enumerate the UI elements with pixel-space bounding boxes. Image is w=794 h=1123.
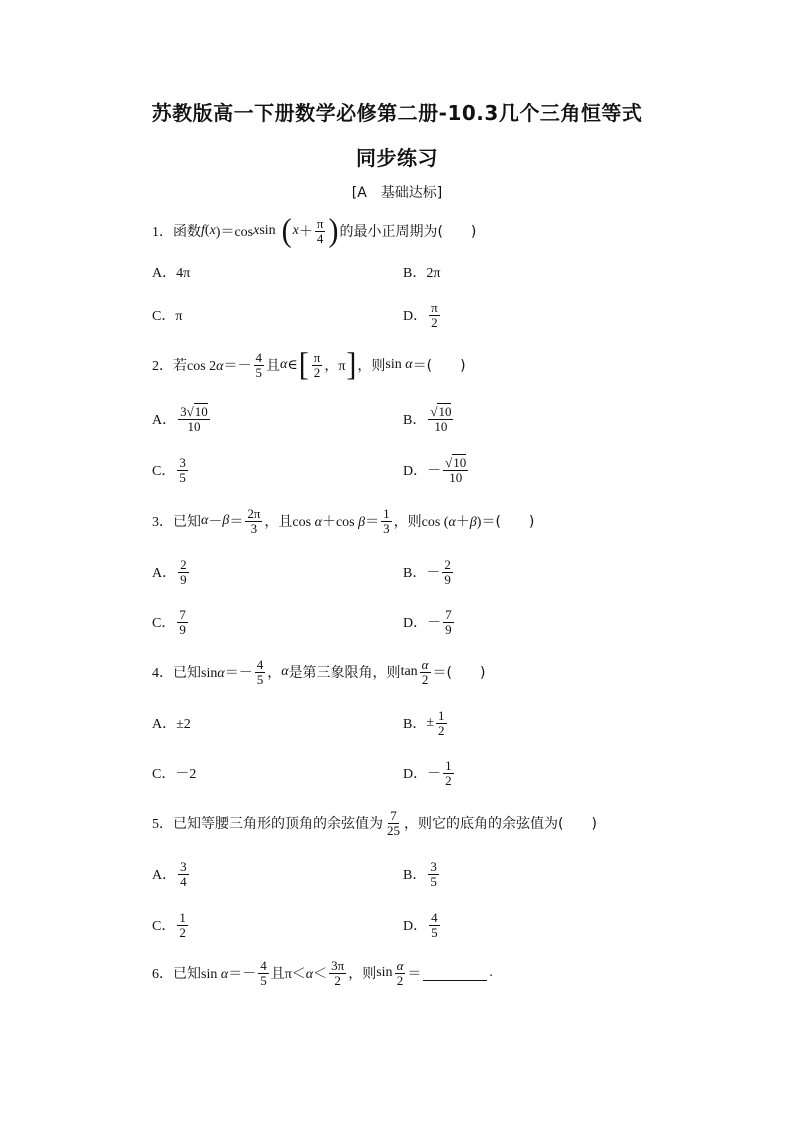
q5-option-c[interactable]: C． $\frac{1}{2}$ <box>152 909 186 940</box>
q4-option-a[interactable]: A．±2 <box>152 717 191 732</box>
q2-option-b[interactable]: B． $\frac{√10}{10}$ <box>403 403 452 434</box>
page-title: 苏教版高一下册数学必修第二册-10.3几个三角恒等式 <box>151 101 643 125</box>
q3-option-c[interactable]: C． $\frac{7}{9}$ <box>152 606 186 637</box>
question-3: 3． 已知 α － β ＝ $\frac{2\pi}{3}$ ，且 cos α＋cos β＝ $\frac{1}{3}$ ，则 cos (α＋β) ＝( ) <box>152 505 535 536</box>
q3-option-a[interactable]: A． $\frac{2}{9}$ <box>152 556 187 587</box>
q4-option-c[interactable]: C．－2 <box>152 767 197 782</box>
question-6: 6． 已知 sin α＝－ $\frac{4}{5}$ 且 π＜α＜ $\frac{3\pi}{2}$ ，则 sin $\frac{\alpha}{2}$ ＝ . <box>152 957 493 988</box>
q2-option-d[interactable]: D． － $\frac{√10}{10}$ <box>403 454 467 485</box>
question-4: 4． 已知 sinα＝－ $\frac{4}{5}$ ， α 是第三象限角，则 tan $\frac{\alpha}{2}$ ＝( ) <box>152 656 486 687</box>
q1-option-c[interactable]: C．π <box>152 309 183 324</box>
q1-option-a[interactable]: A．4π <box>152 266 191 281</box>
section-heading: [A 基础达标] <box>351 185 443 201</box>
page-subtitle: 同步练习 <box>356 146 438 170</box>
q3-option-d[interactable]: D． － $\frac{7}{9}$ <box>403 606 452 637</box>
answer-blank[interactable] <box>423 966 487 981</box>
q4-option-b[interactable]: B． ± $\frac{1}{2}$ <box>403 707 445 738</box>
question-1: 1． 函数 f ( x )＝cos x sin ( x ＋ $\frac{\pi}{4}$ ) 的最小正周期为( ) <box>152 212 477 249</box>
question-2: 2． 若 cos 2α＝－ $\frac{4}{5}$ 且 α ∈ [ $\frac{\pi}{2}$ ，π ] ，则 sin α ＝( ) <box>152 346 466 383</box>
q5-option-b[interactable]: B． $\frac{3}{5}$ <box>403 858 437 889</box>
q4-option-d[interactable]: D． － $\frac{1}{2}$ <box>403 757 452 788</box>
question-5: 5． 已知等腰三角形的顶角的余弦值为 $\frac{7}{25}$ ，则它的底角的余弦值为( ) <box>152 807 597 838</box>
q2-option-a[interactable]: A． $\frac{3√10}{10}$ <box>152 403 208 434</box>
q3-option-b[interactable]: B． － $\frac{2}{9}$ <box>403 556 451 587</box>
q1-option-b[interactable]: B．2π <box>403 266 441 281</box>
q5-option-d[interactable]: D． $\frac{4}{5}$ <box>403 909 438 940</box>
q2-option-c[interactable]: C． $\frac{3}{5}$ <box>152 454 186 485</box>
q5-option-a[interactable]: A． $\frac{3}{4}$ <box>152 858 187 889</box>
q1-option-d[interactable]: D． $\frac{\pi}{2}$ <box>403 299 438 330</box>
